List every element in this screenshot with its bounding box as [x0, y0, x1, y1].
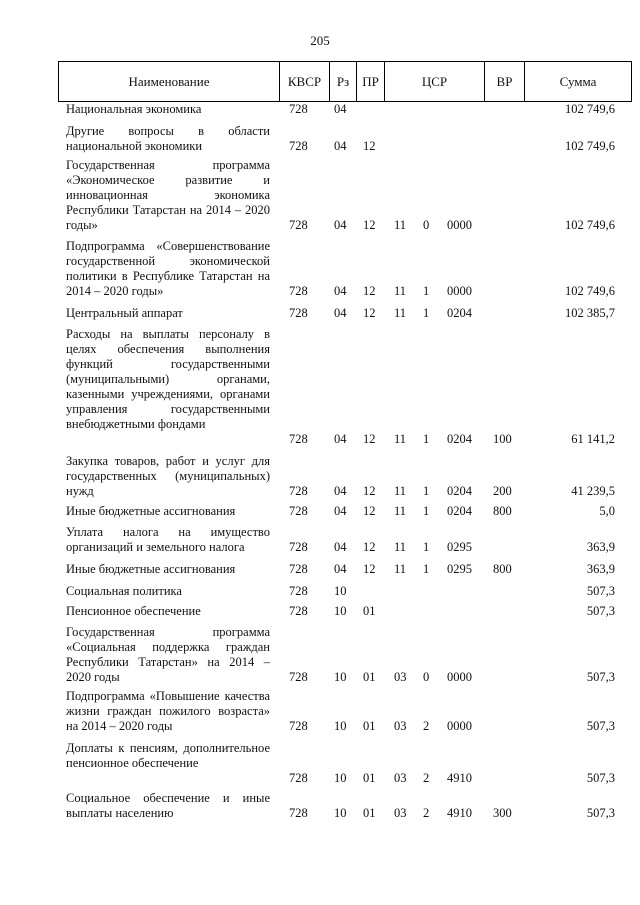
row-csr1: 11	[394, 284, 407, 298]
row-pr: 12	[363, 139, 376, 153]
row-csr2: 1	[423, 504, 430, 518]
row-rz: 10	[334, 719, 347, 733]
header-kvsr: КВСР	[279, 62, 329, 101]
row-pr: 01	[363, 604, 376, 618]
row-vr: 300	[493, 806, 512, 820]
row-pr: 12	[363, 218, 376, 232]
row-csr1: 11	[394, 306, 407, 320]
table-row	[0, 454, 640, 499]
row-csr2: 1	[423, 540, 430, 554]
row-sum: 363,9	[586, 562, 615, 576]
row-name: Пенсионное обеспечение	[66, 604, 201, 618]
row-sum: 102 749,6	[565, 284, 615, 298]
row-vr: 100	[493, 432, 512, 446]
row-name: Другие вопросы в области национальной экономики	[66, 124, 270, 153]
row-pr: 12	[363, 540, 376, 554]
row-csr3: 0000	[447, 719, 472, 733]
row-csr3: 0295	[447, 562, 472, 576]
row-sum: 507,3	[586, 604, 615, 618]
row-pr: 01	[363, 670, 376, 684]
header-vr: ВР	[484, 62, 524, 101]
row-csr3: 4910	[447, 806, 472, 820]
row-csr2: 0	[423, 218, 430, 232]
row-rz: 04	[334, 562, 347, 576]
row-name: Социальное обеспечение и иные выплаты населению	[66, 791, 270, 820]
row-csr3: 0204	[447, 504, 472, 518]
row-rz: 04	[334, 540, 347, 554]
row-csr2: 2	[423, 719, 430, 733]
row-pr: 12	[363, 562, 376, 576]
row-kvsr: 728	[289, 806, 308, 820]
table-row	[0, 625, 640, 685]
row-name: Центральный аппарат	[66, 306, 183, 320]
row-csr1: 11	[394, 504, 407, 518]
row-pr: 12	[363, 432, 376, 446]
row-csr3: 0295	[447, 540, 472, 554]
row-sum: 507,3	[586, 771, 615, 785]
table-row	[0, 504, 640, 519]
row-csr3: 0204	[447, 484, 472, 498]
row-name: Социальная политика	[66, 584, 182, 598]
row-kvsr: 728	[289, 139, 308, 153]
row-pr: 12	[363, 484, 376, 498]
row-pr: 12	[363, 306, 376, 320]
row-csr1: 11	[394, 218, 407, 232]
row-csr1: 03	[394, 771, 407, 785]
row-kvsr: 728	[289, 504, 308, 518]
header-csr: ЦСР	[384, 62, 484, 101]
row-name: Подпрограмма «Повышение качества жизни граждан пожилого возраста» на 2014 – 2020 годы	[66, 689, 270, 733]
row-kvsr: 728	[289, 771, 308, 785]
table-row	[0, 604, 640, 619]
row-csr2: 2	[423, 806, 430, 820]
table-row	[0, 102, 640, 117]
row-csr3: 4910	[447, 771, 472, 785]
row-csr1: 11	[394, 432, 407, 446]
row-pr: 01	[363, 806, 376, 820]
row-pr: 12	[363, 504, 376, 518]
row-sum: 363,9	[586, 540, 615, 554]
header-rz: Рз	[329, 62, 356, 101]
row-rz: 04	[334, 484, 347, 498]
row-kvsr: 728	[289, 562, 308, 576]
row-name: Подпрограмма «Совершенствование государственной экономической политики в Республике Татарстан на 2014 – 2020 годы»	[66, 239, 270, 298]
row-name: Доплаты к пенсиям, дополнительное пенсионное обеспечение	[66, 741, 270, 770]
row-csr2: 0	[423, 670, 430, 684]
row-rz: 04	[334, 432, 347, 446]
row-csr1: 03	[394, 719, 407, 733]
row-name: Закупка товаров, работ и услуг для государственных (муниципальных) нужд	[66, 454, 270, 498]
table-row	[0, 124, 640, 154]
row-csr2: 2	[423, 771, 430, 785]
row-kvsr: 728	[289, 432, 308, 446]
page-number: 205	[310, 33, 330, 48]
row-csr2: 1	[423, 432, 430, 446]
row-pr: 01	[363, 719, 376, 733]
row-kvsr: 728	[289, 102, 308, 116]
row-csr3: 0000	[447, 284, 472, 298]
row-name: Государственная программа «Экономическое развитие и инновационная экономика Республики Татарстан на 2014 – 2020 годы»	[66, 158, 270, 232]
table-row	[0, 158, 640, 233]
row-kvsr: 728	[289, 484, 308, 498]
table-row	[0, 327, 640, 447]
row-rz: 04	[334, 102, 347, 116]
table-row	[0, 239, 640, 299]
row-csr3: 0000	[447, 218, 472, 232]
row-vr: 800	[493, 562, 512, 576]
row-sum: 507,3	[586, 670, 615, 684]
row-sum: 61 141,2	[571, 432, 615, 446]
row-csr1: 11	[394, 484, 407, 498]
row-csr2: 1	[423, 284, 430, 298]
row-kvsr: 728	[289, 218, 308, 232]
row-name: Иные бюджетные ассигнования	[66, 504, 236, 518]
row-rz: 04	[334, 284, 347, 298]
row-rz: 10	[334, 584, 347, 598]
table-row	[0, 584, 640, 599]
table-row	[0, 525, 640, 555]
row-pr: 12	[363, 284, 376, 298]
header-name: Наименование	[128, 73, 210, 89]
row-csr2: 1	[423, 484, 430, 498]
row-rz: 10	[334, 670, 347, 684]
row-rz: 04	[334, 218, 347, 232]
row-sum: 41 239,5	[571, 484, 615, 498]
row-sum: 507,3	[586, 806, 615, 820]
row-sum: 102 385,7	[565, 306, 615, 320]
row-csr2: 1	[423, 562, 430, 576]
row-sum: 5,0	[599, 504, 615, 518]
row-csr1: 03	[394, 670, 407, 684]
header-sum: Сумма	[524, 62, 631, 101]
row-sum: 102 749,6	[565, 102, 615, 116]
row-csr3: 0204	[447, 306, 472, 320]
row-kvsr: 728	[289, 540, 308, 554]
row-csr2: 1	[423, 306, 430, 320]
table-row	[0, 306, 640, 321]
row-kvsr: 728	[289, 306, 308, 320]
row-sum: 102 749,6	[565, 139, 615, 153]
header-pr: ПР	[356, 62, 384, 101]
table-row	[0, 689, 640, 734]
row-rz: 04	[334, 504, 347, 518]
row-kvsr: 728	[289, 284, 308, 298]
table-row	[0, 741, 640, 786]
row-kvsr: 728	[289, 604, 308, 618]
row-rz: 10	[334, 771, 347, 785]
row-kvsr: 728	[289, 670, 308, 684]
row-rz: 04	[334, 306, 347, 320]
row-csr3: 0000	[447, 670, 472, 684]
row-rz: 10	[334, 604, 347, 618]
row-rz: 04	[334, 139, 347, 153]
row-sum: 507,3	[586, 719, 615, 733]
row-vr: 800	[493, 504, 512, 518]
row-vr: 200	[493, 484, 512, 498]
row-name: Государственная программа «Социальная поддержка граждан Республики Татарстан» на 2014 – 2020 годы	[66, 625, 270, 684]
row-name: Уплата налога на имущество организаций и земельного налога	[66, 525, 270, 554]
row-kvsr: 728	[289, 584, 308, 598]
table-row	[0, 791, 640, 821]
row-pr: 01	[363, 771, 376, 785]
row-sum: 102 749,6	[565, 218, 615, 232]
table-row	[0, 562, 640, 577]
row-name: Расходы на выплаты персоналу в целях обеспечения выполнения функций государственными (муниципальными) органами, казенными учреждениями, органами управления государственными внебюджетными фондами	[66, 327, 270, 431]
row-rz: 10	[334, 806, 347, 820]
row-sum: 507,3	[586, 584, 615, 598]
row-name: Национальная экономика	[66, 102, 202, 116]
row-csr1: 03	[394, 806, 407, 820]
row-csr3: 0204	[447, 432, 472, 446]
row-csr1: 11	[394, 540, 407, 554]
row-name: Иные бюджетные ассигнования	[66, 562, 236, 576]
row-kvsr: 728	[289, 719, 308, 733]
row-csr1: 11	[394, 562, 407, 576]
